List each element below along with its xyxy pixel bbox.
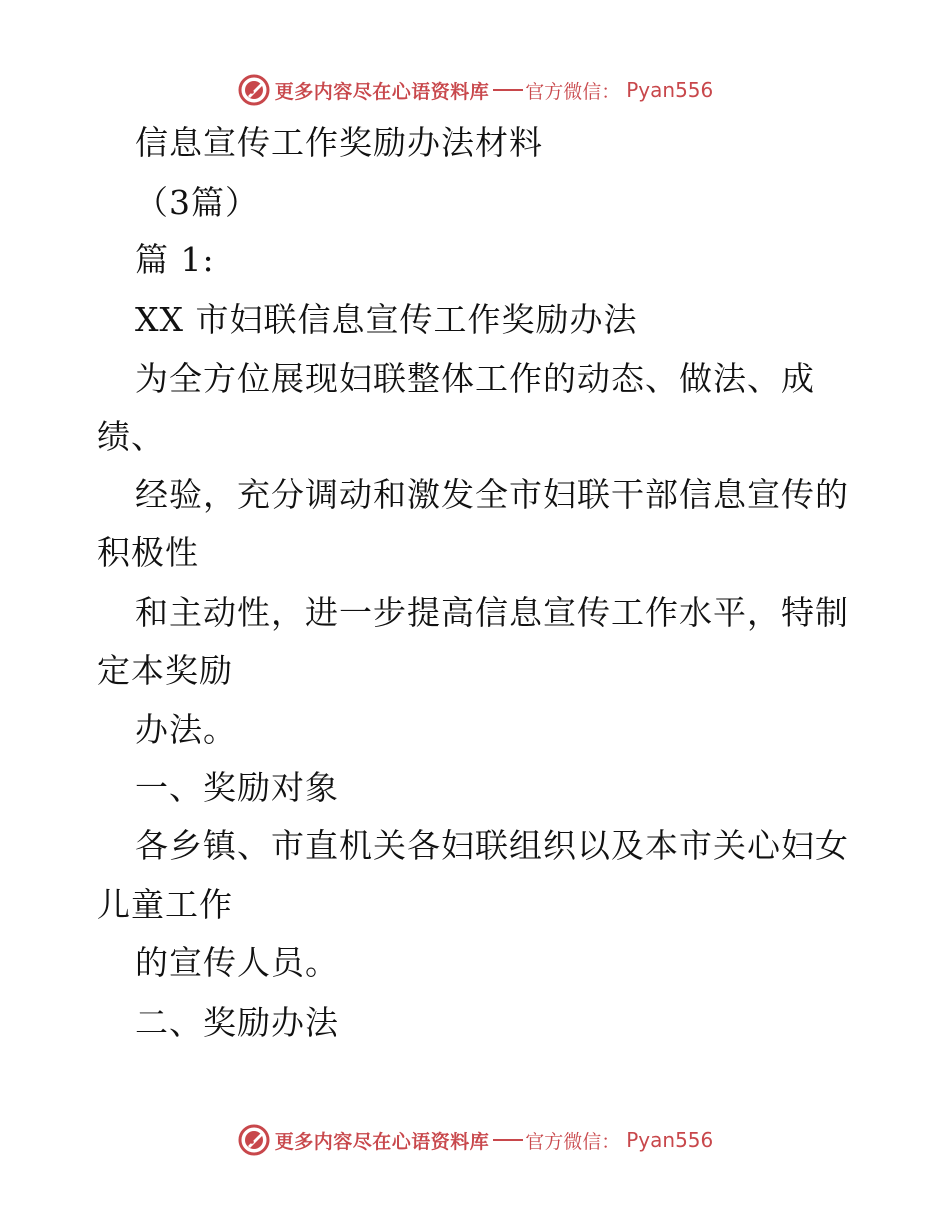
doc-paragraph-line: 和主动性，进一步提高信息宣传工作水平，特制 [135, 593, 849, 632]
footer-banner [0, 1120, 950, 1160]
doc-paragraph-line: 的宣传人员。 [135, 943, 339, 982]
doc-paragraph-line: 各乡镇、市直机关各妇联组织以及本市关心妇女 [135, 826, 849, 865]
header-banner [0, 70, 950, 110]
doc-paragraph-line: 办法。 [135, 710, 237, 749]
banner-brand: 更多内容尽在心语资料库 [274, 1130, 490, 1153]
doc-title: 信息宣传工作奖励办法材料 [135, 123, 543, 162]
banner-account: Pyan556 [626, 78, 714, 102]
doc-paragraph-line: 绩、 [97, 417, 165, 456]
doc-paragraph-line: 积极性 [97, 533, 199, 572]
pen-nib-logo-icon [237, 73, 271, 107]
doc-heading-2: 二、奖励办法 [135, 1003, 339, 1042]
doc-heading-1: 一、奖励对象 [135, 768, 339, 807]
doc-section-title: XX 市妇联信息宣传工作奖励办法 [135, 300, 638, 339]
doc-part-heading: 篇 1: [135, 240, 215, 279]
doc-paragraph-line: 定本奖励 [97, 651, 233, 690]
doc-paragraph-line: 为全方位展现妇联整体工作的动态、做法、成 [135, 359, 815, 398]
banner-brand: 更多内容尽在心语资料库 [274, 80, 490, 103]
banner-dash [493, 1139, 523, 1141]
banner-account: Pyan556 [626, 1128, 714, 1152]
banner-label: 官方微信： [525, 80, 621, 103]
doc-subtitle: （3篇） [135, 183, 259, 222]
pen-nib-logo-icon [237, 1123, 271, 1157]
doc-paragraph-line: 儿童工作 [97, 885, 233, 924]
doc-paragraph-line: 经验，充分调动和激发全市妇联干部信息宣传的 [135, 475, 849, 514]
banner-dash [493, 89, 523, 91]
banner-label: 官方微信： [525, 1130, 621, 1153]
